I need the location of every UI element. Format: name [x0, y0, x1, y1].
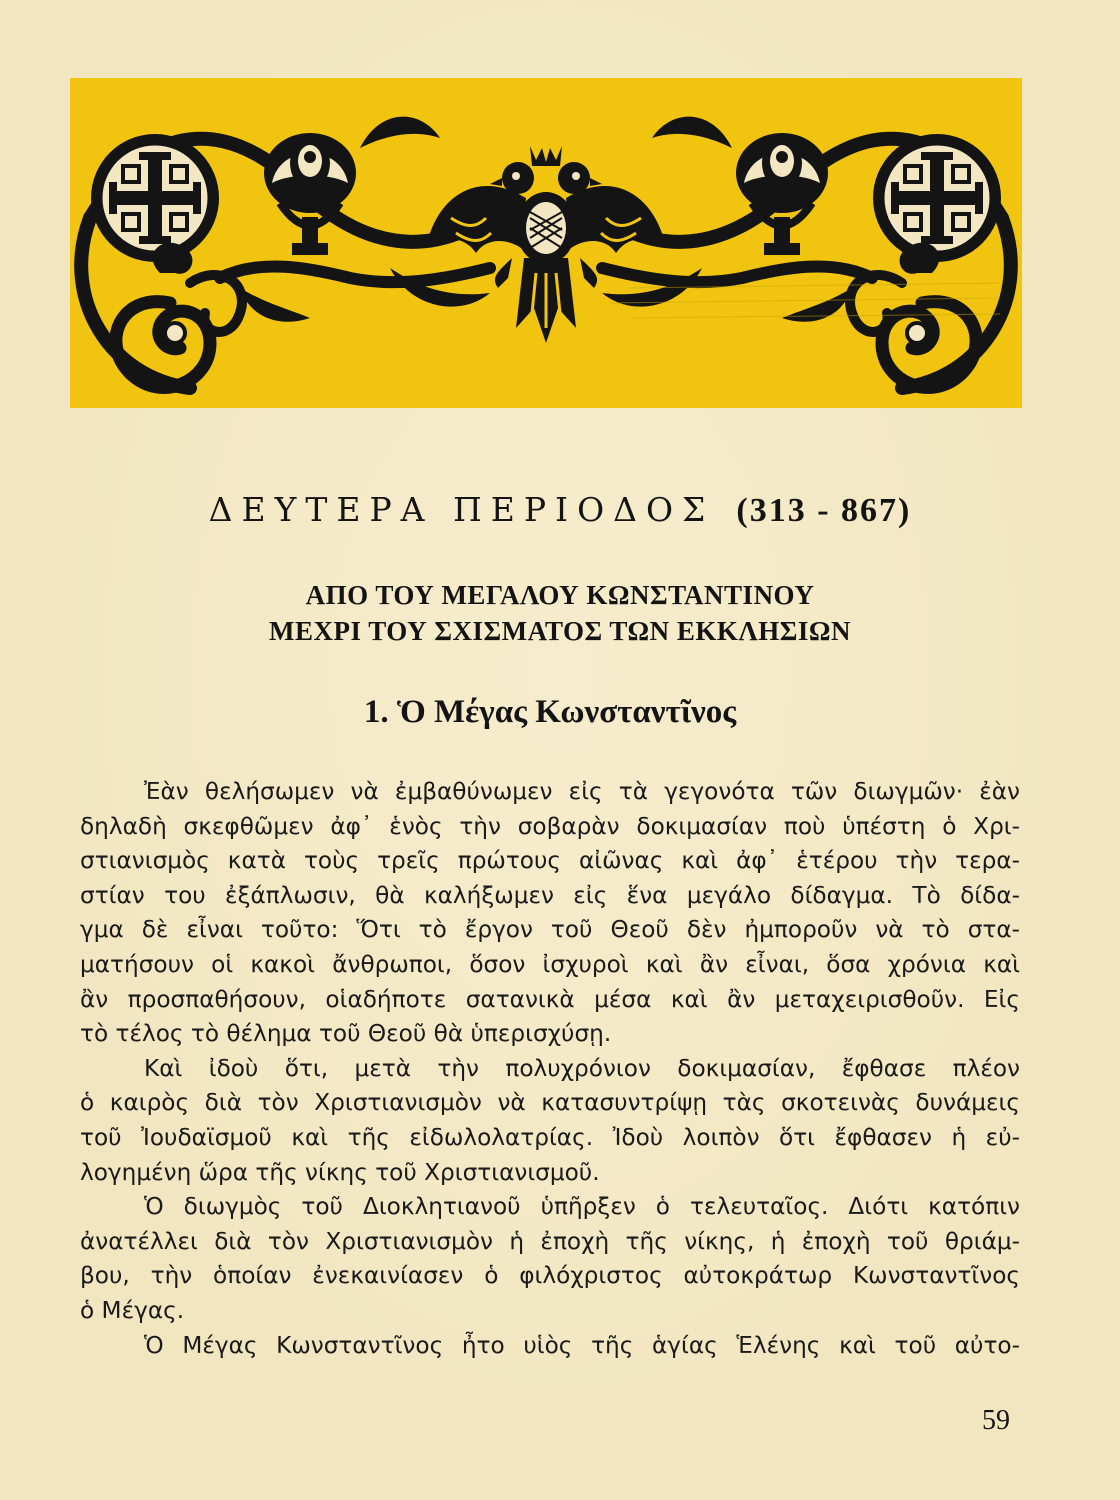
ornamental-banner	[70, 78, 1022, 408]
text-line: Ὁ διωγμὸς τοῦ Διοκλητιανοῦ ὑπῆρξεν ὁ τελευταῖος. Διότι κατόπιν	[144, 1193, 1020, 1221]
period-years: (313 - 867)	[736, 492, 912, 529]
text-line: ὁ καιρὸς διὰ τὸν Χριστιανισμὸν νὰ κατασυντρίψῃ τὰς σκοτεινὰς δυνάμεις	[80, 1089, 1020, 1117]
text-line: τὸ τέλος τὸ θέλημα τοῦ Θεοῦ θὰ ὑπερισχύσῃ.	[80, 1020, 612, 1048]
subtitle-line-1: ΑΠΟ ΤΟΥ ΜΕΓΑΛΟΥ ΚΩΝΣΤΑΝΤΙΝΟΥ	[305, 580, 815, 610]
text-line: δηλαδὴ σκεφθῶμεν ἀφ᾽ ἑνὸς τὴν σοβαρὰν δοκιμασίαν ποὺ ὑπέστη ὁ Χρι-	[80, 812, 1020, 840]
period-title	[0, 490, 1120, 530]
banner-ornament	[70, 78, 1022, 408]
text-line: ἂν προσπαθήσουν, οἱαδήποτε σατανικὰ μέσα καὶ ἂν μεταχειρισθοῦν. Εἰς	[80, 985, 1020, 1013]
period-name: ΔΕΥΤΕΡΑ ΠΕΡΙΟΔΟΣ	[208, 490, 715, 529]
text-line: στίαν του ἐξάπλωσιν, θὰ καλήξωμεν εἰς ἕνα μεγάλο δίδαγμα. Τὸ δίδα-	[80, 881, 1020, 909]
text-line: ἀνατέλλει διὰ τὸν Χριστιανισμὸν ἡ ἐποχὴ τῆς νίκης, ἡ ἐποχὴ τοῦ θριάμ-	[80, 1227, 1020, 1255]
chapter-heading: 1. Ὁ Μέγας Κωνσταντῖνος	[363, 694, 737, 730]
text-line: γμα δὲ εἶναι τοῦτο: Ὅτι τὸ ἔργον τοῦ Θεοῦ δὲν ἠμποροῦν νὰ τὸ στα-	[80, 916, 1020, 944]
double-headed-eagle-icon	[426, 146, 666, 343]
text-line: τοῦ Ἰουδαϊσμοῦ καὶ τῆς εἰδωλολατρίας. Ἰδοὺ λοιπὸν ὅτι ἔφθασεν ἡ εὐ-	[80, 1123, 1020, 1151]
text-line: Καὶ ἰδοὺ ὅτι, μετὰ τὴν πολυχρόνιον δοκιμασίαν, ἔφθασε πλέον	[144, 1054, 1020, 1082]
text-line: Ἐὰν θελήσωμεν νὰ ἐμβαθύνωμεν εἰς τὰ γεγονότα τῶν διωγμῶν· ἐὰν	[144, 778, 1020, 805]
subtitle-line-2: ΜΕΧΡΙ ΤΟΥ ΣΧΙΣΜΑΤΟΣ ΤΩΝ ΕΚΚΛΗΣΙΩΝ	[269, 616, 851, 646]
page-number: 59	[982, 1405, 1010, 1436]
text-line: ματήσουν οἱ κακοὶ ἄνθρωποι, ὅσον ἰσχυροὶ καὶ ἂν εἶναι, ὅσα χρόνια καὶ	[80, 950, 1020, 978]
text-line: βου, τὴν ὁποίαν ἐνεκαινίασεν ὁ φιλόχριστος αὐτοκράτωρ Κωνσταντῖνος	[80, 1262, 1020, 1290]
text-line: λογημένη ὥρα τῆς νίκης τοῦ Χριστιανισμοῦ.	[80, 1158, 600, 1186]
text-line: στιανισμὸς κατὰ τοὺς τρεῖς πρώτους αἰῶνας καὶ ἀφ᾽ ἑτέρου τὴν τερα-	[80, 847, 1020, 875]
body-text	[80, 775, 1020, 1363]
text-line: Ὁ Μέγας Κωνσταντῖνος ἦτο υἱὸς τῆς ἁγίας Ἑλένης καὶ τοῦ αὐτο-	[144, 1331, 1020, 1359]
text-line: ὁ Μέγας.	[80, 1296, 185, 1324]
